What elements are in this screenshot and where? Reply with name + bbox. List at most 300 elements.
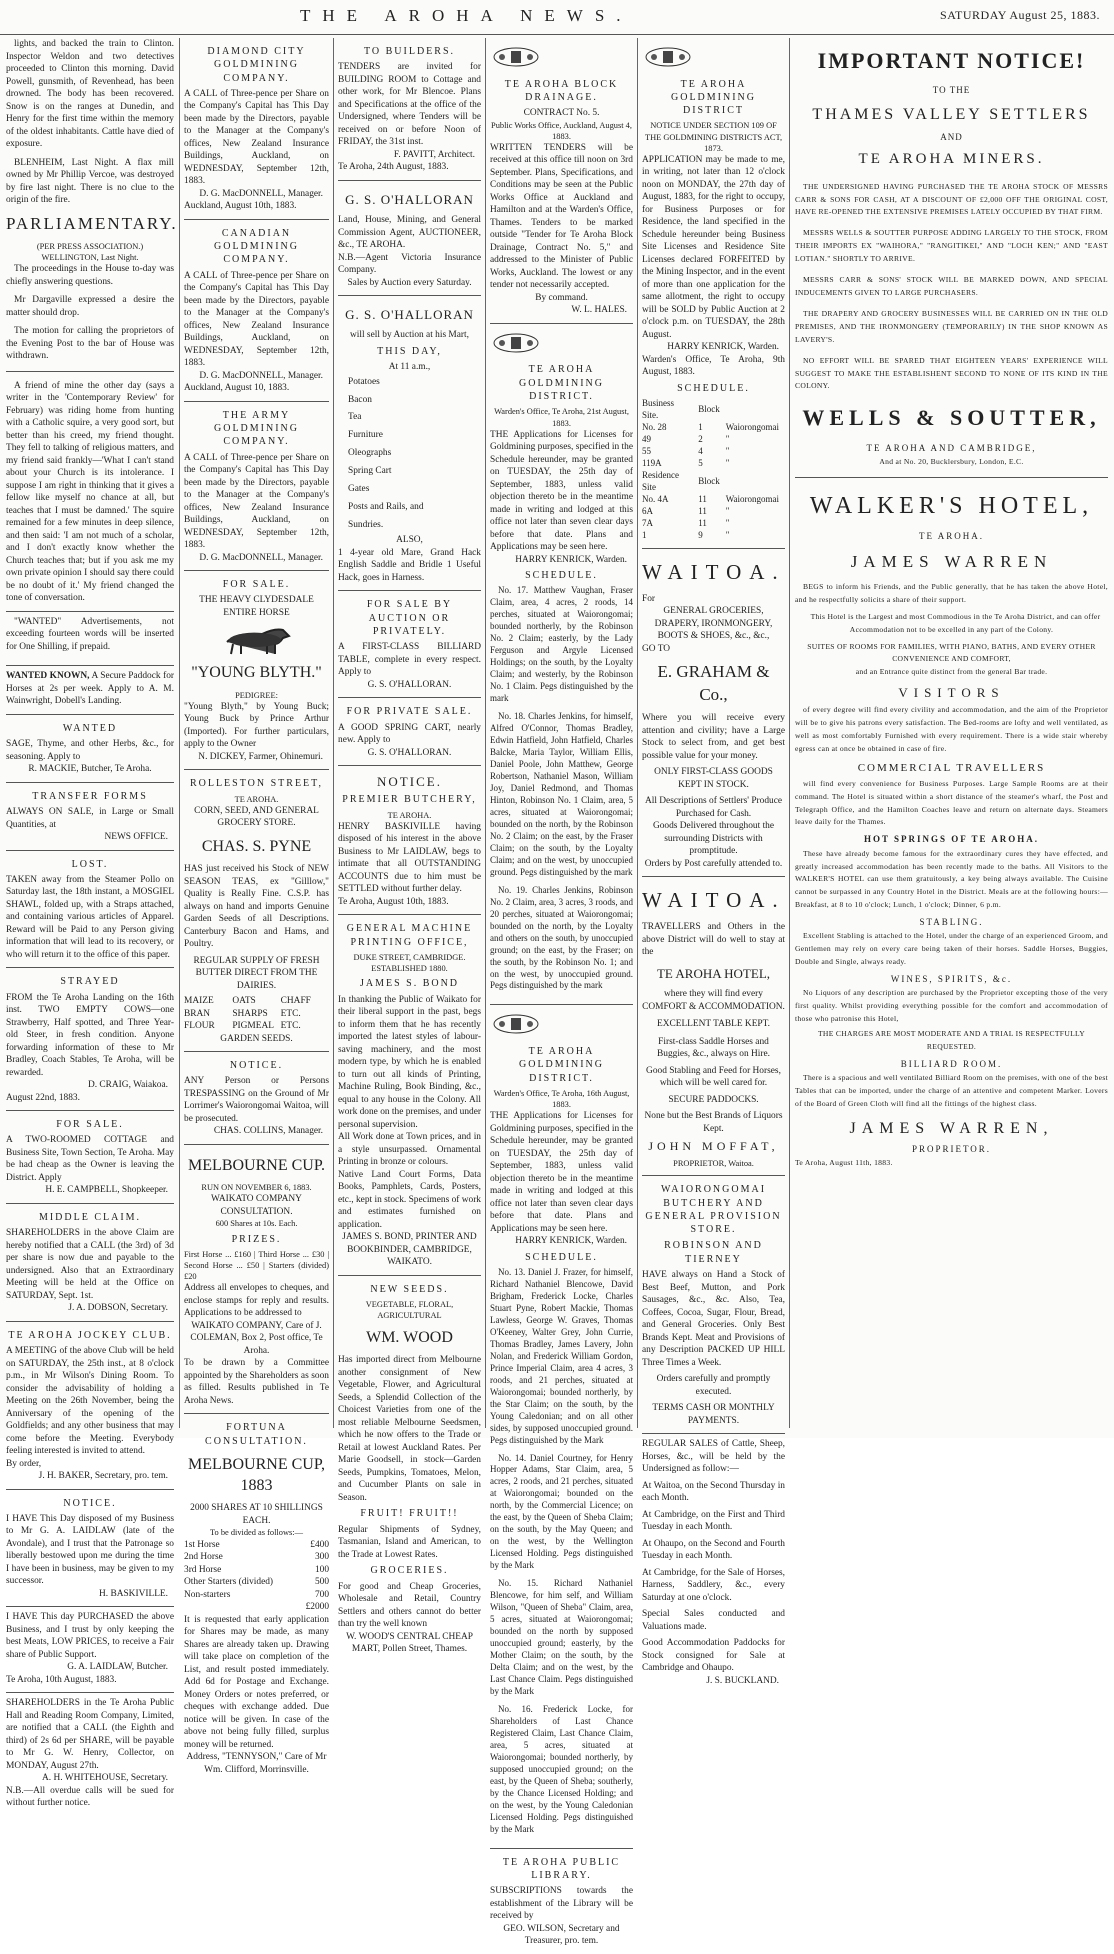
ad-ohalloran xyxy=(338,181,481,296)
ad-army xyxy=(184,402,329,571)
table-cell: 11 xyxy=(698,517,707,528)
grain-item: BRAN xyxy=(184,1008,211,1019)
table-cell: Residence Site xyxy=(642,470,679,492)
royal-crest-icon xyxy=(490,331,542,353)
ad-heading: THE ARMY GOLDMINING COMPANY. xyxy=(214,409,299,448)
hotel-suites: SUITES OF ROOMS FOR FAMILIES, WITH PIANO, BATHS, AND EVERY OTHER CONVENIENCE AND COMFORT, xyxy=(807,641,1096,664)
ad-text: A FIRST-CLASS BILLIARD TABLE, complete in every respect. Apply to xyxy=(338,642,481,678)
column-1 xyxy=(6,38,178,1809)
ad-public-library xyxy=(490,1849,633,1954)
te-aroha-miners-heading: TE AROHA MINERS. xyxy=(858,151,1045,168)
seller-name: WM. WOOD xyxy=(366,1329,453,1347)
ad-heading: TE AROHA GOLDMINING DISTRICT. xyxy=(519,1045,604,1084)
ad-signature: GEO. WILSON, Secretary and Treasurer, pro. tem. xyxy=(503,1923,620,1947)
ad-heading: TE AROHA GOLDMINING DISTRICT xyxy=(671,78,756,117)
news-paragraph: BLENHEIM, Last Night. A flax mill owned by Mr Phillip Vercoe, was destroyed by fire last night. There is no clue to the origin of the fire. xyxy=(6,157,174,205)
prize-label: Non-starters xyxy=(184,1589,231,1600)
auction-also: ALSO, xyxy=(396,535,423,546)
news-paragraph: A friend of mine the other day (says a writer in the 'Contemporary Review' for February) was riding home from hunting with a Catholic squire, a very good sort, but better than his creed, my friend thought. They fell to talking of religious matters, and my friend said frankly—'What I can't stand about your Church is its intolerance. I suppose I am right in thinking that it gives a fellow like myself no chance at all, but teaches that I must be damned.' The squire remained for a few minutes in deep silence, and then said: 'I am not much of a scholar, and I don't exactly know whether the Church teaches that; but if you ask me my own private opinion I should say there could be no doubt of it.' My friend changed the tone of conversation. xyxy=(6,380,174,604)
walkers-hotel-name: WALKER'S HOTEL, xyxy=(809,492,1094,519)
ad-text: WRITTEN TENDERS will be received at this office till noon on 3rd September. Plans, Specifications, and Conditions may be seen at the Public Works Office at Auckland and Hamilton and at the Warden's Office, Thames. Tenders to be marked outside "Tender for Te Aroha Block Drainage, Contract No. 5," and addressed to the Minister of Public Works, Auckland. The lowest or any tender not necessarily accepted. xyxy=(490,142,633,291)
table-cell: Waiorongomai xyxy=(725,422,779,433)
ad-text: TENDERS are invited for BUILDING ROOM to Cottage and other work, for Mr Blencoe. Plans and Specifications at the office of the Undersigned, where Tenders will be received on or before Noon of FRIDAY, the 31st inst. xyxy=(338,62,481,148)
ad-signature: WAIKATO COMPANY, Care of J. COLEMAN, Box 2, Post office, Te Aroha. xyxy=(190,1320,323,1356)
ad-goldmining-2 xyxy=(490,1005,633,1848)
ad-text: All Work done at Town prices, and in a style unsurpassed. Ornamental Printing in bronze or colours. xyxy=(338,1132,481,1168)
ad-heading: NOTICE. xyxy=(229,1060,284,1072)
table-row xyxy=(642,530,785,542)
ad-subheading: PREMIER BUTCHERY, xyxy=(342,794,477,806)
royal-crest-icon xyxy=(490,45,542,67)
hotel-paragraph: There is a spacious and well ventilated Billiard Room on the premises, with one of the best Tables that can be imported, under the charge of an attentive and competent Marker. Lovers of the Board of Green Cloth will find all the fittings of the highest class. xyxy=(795,1073,1108,1109)
prize-label: 3rd Horse xyxy=(184,1564,222,1575)
grain-item: SHARPS xyxy=(232,1008,268,1019)
ad-heading: TE AROHA BLOCK DRAINAGE. xyxy=(504,78,619,103)
table-cell: 1 xyxy=(642,529,647,540)
table-cell: 5 xyxy=(698,458,703,469)
ad-text: A TWO-ROOMED COTTAGE and Business Site, Town Section, Te Aroha. May be had cheap as the Owner is leaving the District. Apply xyxy=(6,1135,174,1183)
news-paragraph: Mr Dargaville expressed a desire the matter should drop. xyxy=(6,295,174,318)
prize-amount: £2000 xyxy=(305,1602,329,1613)
notice-paragraph: NO EFFORT WILL BE SPARED THAT EIGHTEEN YEARS' EXPERIENCE WILL SUGGEST TO MAKE THE ESTABLISHENT SECOND TO NONE OF ITS KIND IN THE COLONY. xyxy=(795,355,1108,391)
ad-text: Native Land Court Forms, Data Books, Pamphlets, Cards, Posters, etc., kept in stock. Specimens of work and estimates furnished on application. xyxy=(338,1169,481,1230)
ad-signature: H. BASKIVILLE. xyxy=(98,1588,168,1599)
horse-name: "YOUNG BLYTH." xyxy=(191,664,322,682)
ad-heading: FOR SALE. xyxy=(222,579,291,591)
table-cell: 1 xyxy=(698,422,703,433)
wines-heading: WINES, SPIRITS, &c. xyxy=(890,974,1013,985)
ad-auction xyxy=(338,296,481,591)
ad-text: TRAVELLERS and Others in the above District will do well to stay at the xyxy=(642,922,785,958)
table-cell: 6A xyxy=(642,505,653,516)
ad-text: Where you will receive every attention and civility; have a Large Stock to select from, and get best possible value for your money. xyxy=(642,713,785,761)
ad-notice xyxy=(6,1490,174,1608)
news-paragraph: The motion for calling the proprietors of the Evening Post to the bar of House was withdrawn. xyxy=(6,326,174,362)
ad-place: TE AROHA. xyxy=(387,810,432,820)
grain-item: CHAFF xyxy=(280,996,311,1007)
ad-date: Te Aroha, August 10th, 1883. xyxy=(338,896,449,907)
column-rule xyxy=(485,38,486,1428)
ad-text: Orders carefully and promptly executed. xyxy=(656,1374,771,1397)
table-cell: 49 xyxy=(642,434,651,445)
parliamentary-subheading: (PER PRESS ASSOCIATION.) xyxy=(36,242,144,252)
merchant-name: E. GRAHAM & Co., xyxy=(657,662,770,704)
ad-heading: TE AROHA PUBLIC LIBRARY. xyxy=(502,1856,621,1881)
prize-row xyxy=(184,1551,329,1564)
schedule-entry: No. 16. Frederick Locke, for Shareholders of Last Chance Registered Claim, Last Chance Claim, area, 5 acres, situated at Waiorongomai; bounded northerly, by supposed unoccupied ground; on the east, by the Queen of Sheba; southerly, by the Chance Licensed Holding; and on the west, by the Young Caledonian Licensed Holding. Pegs distinguished by the Mark xyxy=(490,1703,633,1834)
column-5 xyxy=(642,38,786,1686)
ad-printing-office xyxy=(338,915,481,1275)
ad-sales: Sales by Auction every Saturday. xyxy=(347,277,472,288)
printer-name: JAMES S. BOND xyxy=(359,978,460,990)
prize-amount: 500 xyxy=(314,1577,329,1588)
ad-note: N.B.—Agent Victoria Insurance Company. xyxy=(338,252,481,276)
ad-spring-cart xyxy=(338,698,481,766)
site-schedule-table xyxy=(642,398,785,542)
agent-name: G. S. O'HALLORAN xyxy=(345,191,474,207)
hotel-charges: THE CHARGES ARE MOST MODERATE AND A TRIAL IS RESPECTFULLY REQUESTED. xyxy=(817,1029,1086,1052)
ad-heading: TRANSFER FORMS xyxy=(32,790,148,802)
prizes-heading: PRIZES. xyxy=(231,1233,282,1245)
ad-text: FROM the Te Aroha Landing on the 16th inst. TWO EMPTY COWS—one Strawberry, Half spotted, and Three Year-old Steer, in fresh condition. Anyone forwarding information of these to Mr Bradley, Coach Stables, Te Aroha, will be rewarded. xyxy=(6,992,174,1078)
grain-list xyxy=(184,995,329,1033)
column-rule xyxy=(637,38,638,1428)
ad-heading: FOR SALE. xyxy=(56,1119,124,1131)
ad-text: SUBSCRIPTIONS towards the establishment of the Library will be received by xyxy=(490,1886,633,1922)
sale-schedule: At Waitoa, on the Second Thursday in each Month. xyxy=(642,1480,785,1504)
ad-heading: FOR PRIVATE SALE. xyxy=(346,706,473,718)
royal-crest-icon xyxy=(490,1012,542,1034)
ad-date: August 22nd, 1883. xyxy=(6,1092,80,1103)
ad-signature: J. H. BAKER, Secretary, pro. tem. xyxy=(38,1471,168,1482)
parliamentary-dateline: WELLINGTON, Last Night. xyxy=(41,253,139,263)
ad-heading: NEW SEEDS. xyxy=(370,1283,449,1295)
table-cell: Business Site. xyxy=(642,398,675,421)
table-row xyxy=(642,470,785,494)
table-row xyxy=(642,494,785,506)
hotel-paragraph: will find every convenience for Business Purposes. Large Sample Rooms are at their command. The Hotel is situated within a short distance of the steamer's wharf, the Post and Telegraph Office, and the Hamilton Coaches leave and return on alternate days. Steamers leave daily for the Thames. xyxy=(795,778,1108,827)
sale-schedule: At Cambridge, for the Sale of Horses, Harness, Saddlery, &c., every Saturday at one o'clock. xyxy=(642,1567,785,1603)
prize-label: Other Starters (divided) xyxy=(184,1577,274,1588)
ad-canadian xyxy=(184,220,329,402)
prize-amount: 100 xyxy=(314,1564,329,1575)
ad-for: For xyxy=(642,593,656,604)
prize-row xyxy=(184,1576,329,1589)
column-rule xyxy=(179,38,180,1428)
proprietor-name: JAMES WARREN xyxy=(850,552,1053,572)
ad-text: THE Applications for Licenses for Goldmining purposes, specified in the Schedule hereunder, may be granted on TUESDAY, the 25th day of September, 1883, unless valid objection thereto be in the meantime made in writing and lodged at this office not later than seven clear days before that date. Plans and Applications may be seen here. xyxy=(490,1111,633,1234)
ad-heading: CANADIAN GOLDMINING COMPANY. xyxy=(214,227,299,266)
notice-date: Te Aroha, August 11th, 1883. xyxy=(795,1158,893,1168)
ad-text: Orders by Post carefully attended to. xyxy=(644,858,783,869)
pedigree-heading: PEDIGREE: xyxy=(235,690,278,700)
contract-number: CONTRACT No. 5. xyxy=(523,108,600,119)
table-cell: 119A xyxy=(642,458,662,469)
ad-divided: To be divided as follows:— xyxy=(210,1528,303,1538)
notice-paragraph: MESSRS CARR & SONS' STOCK WILL BE MARKED DOWN, AND SPECIAL INDUCEMENTS GIVEN TO LARGE PURCHASERS. xyxy=(795,275,1108,298)
table-cell: " xyxy=(725,458,730,469)
ad-block-drainage xyxy=(490,38,633,324)
ad-purchase xyxy=(6,1607,174,1693)
auction-item: Spring Cart xyxy=(348,465,392,476)
table-cell: No. 4A xyxy=(642,493,669,504)
ad-heading: LOST. xyxy=(71,858,109,870)
ad-signature: R. MACKIE, Butcher, Te Aroha. xyxy=(28,764,152,775)
ad-highlight: TERMS CASH OR MONTHLY PAYMENTS. xyxy=(652,1403,775,1426)
issue-date: SATURDAY August 25, 1883. xyxy=(940,8,1100,22)
notice-and: AND xyxy=(940,131,963,142)
ad-signature: HARRY KENRICK, Warden. xyxy=(515,1236,627,1247)
ad-text: CORN, SEED, AND GENERAL GROCERY STORE. xyxy=(194,805,319,829)
visitors-heading: VISITORS xyxy=(898,685,1005,701)
sale-schedule: At Ohaupo, on the Second and Fourth Tuesday in each Month. xyxy=(642,1538,785,1562)
auction-item: Tea xyxy=(348,412,362,423)
ad-text: TAKEN away from the Steamer Pollo on Saturday last, the 18th instant, a MOSGIEL SHAWL, folded up, with a Straps attached, and containing various articles of Apparel. Reward will be Paid to any Person giving information that will lead to its recovery, or who will return it to the office of this paper. xyxy=(6,874,174,960)
proprietor-title: PROPRIETOR, Waitoa. xyxy=(673,1159,754,1169)
notice-to: TO THE xyxy=(932,85,971,96)
auction-item: Furniture xyxy=(348,430,383,441)
ad-text: SAGE, Thyme, and other Herbs, &c., for seasoning. Apply to xyxy=(6,739,174,762)
table-row xyxy=(642,518,785,530)
ad-text: HAVE always on Hand a Stock of Best Beef, Mutton, and Pork Sausages, &c., &c. Also, Tea, Coffees, Cocoa, Sugar, Flour, Bread, and General Groceries. Only Best Brands Kept. Meat and Provisions of any Description PACKED UP HILL Three Times a Week. xyxy=(642,1270,785,1368)
ad-highlight: SECURE PADDOCKS. xyxy=(668,1094,759,1105)
ad-text: SHAREHOLDERS in the above Claim are hereby notified that a CALL (the 3rd) of 3d per share is now due and payable to the undersigned. Also that an Extraordinary Meeting will be held at the Office on SATURDAY, Sept. 1st. xyxy=(6,1228,174,1301)
ad-signature: W. WOOD'S CENTRAL CHEAP MART, Pollen Street, Thames. xyxy=(346,1631,473,1655)
ad-heading: FORTUNA CONSULTATION. xyxy=(205,1422,308,1447)
ad-date: Auckland, August 10th, 1883. xyxy=(184,201,297,212)
ad-regular-sales xyxy=(642,1434,785,1693)
table-cell: Waiorongomai xyxy=(725,493,779,504)
ad-to-builders xyxy=(338,38,481,181)
ad-heading: ROLLESTON STREET, xyxy=(189,778,324,790)
column-4 xyxy=(490,38,633,1947)
ad-for-sale xyxy=(6,1111,174,1204)
proprietor-name: JOHN MOFFAT, xyxy=(648,1139,779,1154)
ad-text: A CALL of Three-pence per Share on the Company's Capital has This Day been made by the Directors, payable to the Manager at the Company's offices, New Zealand Insurance Buildings, Auckland, on WEDNESDAY, September 12th, 1883. xyxy=(184,88,329,187)
ad-office: Warden's Office, Te Aroha, 21st August, 1883. xyxy=(494,407,629,428)
ad-fortuna xyxy=(184,1414,329,1782)
hot-springs-heading: HOT SPRINGS OF TE AROHA. xyxy=(863,834,1040,845)
walkers-hotel-place: TE AROHA. xyxy=(919,530,984,541)
ad-subheading: FRUIT! FRUIT!! xyxy=(360,1508,459,1520)
sale-schedule: Special Sales conducted and Valuations made. xyxy=(642,1609,785,1632)
prize-amount: 300 xyxy=(314,1552,329,1563)
auction-item: Posts and Rails, and xyxy=(348,501,424,512)
ad-text: REGULAR SALES of Cattle, Sheep, Horses, &c., will be held by the Undersigned as follow:— xyxy=(642,1439,785,1475)
divider xyxy=(795,477,1108,478)
table-cell: Block xyxy=(698,476,720,486)
ad-premier-butchery xyxy=(338,766,481,915)
table-cell: " xyxy=(725,517,730,528)
hotel-paragraph: These have already become famous for the extraordinary cures they have effected, and greatly increased accommodation has been recently made to the baths. All Visitors to the WALKER'S HOTEL can use them gratuitously, a key being always available. The Cuisine cannot be surpassed in any Country Hotel in the District. Meals are at the following hours:—Breakfast, at 8 to 10 o'clock; Lunch, 1 o'clock; Dinner, 6 p.m. xyxy=(795,848,1108,910)
wells-soutter-name: WELLS & SOUTTER, xyxy=(802,405,1101,431)
prize-table xyxy=(184,1539,329,1614)
ad-shares: 600 Shares at 10s. Each. xyxy=(215,1219,298,1229)
ad-text: Regular Shipments of Sydney, Tasmanian, Island and American, to the Trade at Lowest Rates. xyxy=(338,1524,481,1560)
auction-item: Sundries. xyxy=(348,519,384,530)
ad-text: HENRY BASKIVILLE having disposed of his interest in the above Business to Mr LAIDLAW, begs to intimate that all OUTSTANDING ACCOUNTS due to him must be SETTLED without further delay. xyxy=(338,821,481,895)
table-cell: " xyxy=(725,434,730,445)
ad-office: Public Works Office, Auckland, August 4, 1883. xyxy=(491,120,632,141)
ad-heading: DIAMOND CITY GOLDMINING COMPANY. xyxy=(207,46,306,84)
ad-text: HAS just received his Stock of NEW SEASON TEAS, ex "Gilllow," Quality is Really Fine. C.S.P. has always on hand and imports Genuine Garden Seeds of all Descriptions. Canterbury Bacon and Hams, and Poultry. xyxy=(184,864,329,950)
schedule-entry: No. 15. Richard Nathaniel Blencowe, for him self, and William Wilson, "Queen of Sheba" Claim, area, 5 acres, situated at Waiorongomai; bounded on the north by supposed unoccupied ground; easterly, by the Mother Claim; on the south, by the Delta Claim; and on the west, by the Last Chance Claim. Pegs distinguished by the Mark xyxy=(490,1578,633,1696)
hotel-name: TE AROHA HOTEL, xyxy=(656,965,771,981)
ad-signature: NEWS OFFICE. xyxy=(104,832,168,843)
table-cell xyxy=(726,470,785,494)
ad-public-hall xyxy=(6,1693,174,1816)
ad-note: N.B.—All overdue calls will be sued for without further notice. xyxy=(6,1785,174,1809)
ad-text: A MEETING of the above Club will be held on SATURDAY, the 25th inst., at 8 o'clock p.m., in Mr Wilson's Dining Room. To consider the advisability of holding a Meeting on the 26th November, being the Anniversary of the opening of the Goldfields; and any other business that may come before the Meeting. Everybody feeling interested is invited to attend. xyxy=(6,1346,174,1457)
ad-office: Warden's Office, Te Aroha, 16th August, 1883. xyxy=(493,1088,630,1109)
royal-crest-icon xyxy=(642,45,694,67)
ad-subheading: ROBINSON AND TIERNEY xyxy=(664,1240,763,1265)
schedule-heading: SCHEDULE. xyxy=(677,382,750,394)
ad-signature: D. G. MacDONNELL, Manager. xyxy=(199,188,323,199)
grain-item: FLOUR xyxy=(184,1021,215,1032)
notice-paragraph: THE UNDERSIGNED HAVING PURCHASED THE TE AROHA STOCK OF MESSRS CARR & SONS FOR CASH, AT A DISCOUNT OF £2,000 OFF THE ORIGINAL COST, HAVE RE-OPENED THE EXTENSIVE PREMISES LATELY OCCUPIED BY THAT FIRM. xyxy=(795,181,1108,217)
ad-signature: W. L. HALES. xyxy=(571,305,627,316)
grain-item: ETC. xyxy=(280,1021,301,1032)
ad-date: Te Aroha, 24th August, 1883. xyxy=(338,162,449,173)
hotel-entrance: and an Entrance quite distinct from the general Bar trade. xyxy=(855,667,1048,677)
hotel-paragraph: No Liquors of any description are purchased by the Proprietor excepting those of the very first quality. Whilst providing everything possible for the comfort and accommodation of those who patronise this Hotel, xyxy=(795,988,1108,1024)
prize-label: 2nd Horse xyxy=(184,1552,223,1563)
table-cell: " xyxy=(725,529,730,540)
ad-heading: GENERAL MACHINE PRINTING OFFICE, xyxy=(346,923,473,948)
prize-row xyxy=(184,1589,329,1602)
ad-heading: FOR SALE BY AUCTION OR PRIVATELY. xyxy=(366,599,453,637)
hotel-paragraph: This Hotel is the Largest and most Commodious in the Te Aroha District, and can offer Accommodation not to be excelled in any part of the Colony. xyxy=(810,611,1101,634)
ad-text: A GOOD SPRING CART, nearly new. Apply to xyxy=(338,722,481,746)
ad-signature: G. S. O'HALLORAN. xyxy=(367,679,452,690)
ad-goldmining-notice xyxy=(642,38,785,549)
ad-date: Auckland, August 10, 1883. xyxy=(184,383,290,394)
table-cell: 55 xyxy=(642,446,651,457)
ad-melbourne-cup xyxy=(184,1145,329,1414)
newspaper-title: THE AROHA NEWS. xyxy=(300,6,633,25)
ad-transfer-forms xyxy=(6,783,174,851)
prize-amount: 700 xyxy=(314,1589,329,1600)
table-cell: 7A xyxy=(642,517,653,528)
ad-signature: Address, "TENNYSON," Care of Mr Wm. Clifford, Morrinsville. xyxy=(186,1752,327,1775)
auction-item: Oleographs xyxy=(348,448,392,459)
prize-total-row xyxy=(184,1601,329,1614)
sale-schedule: Good Accommodation Paddocks for Stock consigned for Sale at Cambridge and Ohaupo. xyxy=(642,1638,785,1674)
hotel-paragraph: Excellent Stabling is attached to the Hotel, under the charge of an experienced Groom, and Gentlemen may rely on every care being taken of their horses. Saddle Horses, Buggies, Double and Single, always ready. xyxy=(795,931,1108,967)
ad-byline: By command. xyxy=(535,292,588,303)
garden-seeds: GARDEN SEEDS. xyxy=(220,1033,293,1044)
divider xyxy=(6,371,174,372)
auction-item: Bacon xyxy=(348,394,372,405)
ad-subheading: VEGETABLE, FLORAL, AGRICULTURAL xyxy=(365,1299,454,1321)
schedule-entry: No. 13. Daniel J. Frazer, for himself, Richard Nathaniel Blencowe, David Brigham, Frederick Locke, Charles Stuart Pyne, Robert Mackie, Thomas Lawless, George W. Graves, Thomas O'Keeney, Walter Grey, John Currie, Thomas Bradley, James Lavery, John Nolan, and Frederick William Gordon, Prince Imperial Claim, area 4 acres, 3 roods, and 21 perches, situated at Waiorongomai; bounded northerly, by the Star Claim; on the south, by the Young Caledonian; and on all other sides, by supposed unoccupied ground. Pegs distinguished by the Mark xyxy=(490,1266,633,1445)
ad-subheading: MELBOURNE CUP, 1883 xyxy=(188,1455,325,1495)
column-rule xyxy=(333,38,334,1428)
ad-subheading: GROCERIES. xyxy=(370,1565,449,1577)
auction-time: At 11 a.m., xyxy=(388,362,431,373)
news-paragraph: lights, and backed the train to Clinton. Inspector Weldon and two detectives proceeded to Clinton this morning. David Powell, gunsmith, of Revenhead, has been drowned. The body has been recovered. Snow is on the ranges at Dunedin, and Henry for the first time within the memory of the oldest inhabitants. Cattle have died of exposure. xyxy=(6,39,174,149)
ad-new-seeds xyxy=(338,1276,481,1662)
stabling-heading: STABLING. xyxy=(919,917,984,928)
ad-text: Good Stabling and Feed for Horses, which will be well cared for. xyxy=(646,1065,781,1089)
schedule-entry: No. 18. Charles Jenkins, for himself, Alfred O'Connor, Thomas Bradley, Edwin Hatfield, John Hatfield, Charles Balcke, Maria Taylor, William Ellis, Daniel Poole, John Matthew, George Robertson, Nathaniel Mason, William Joy, Daniel Redmond, and Thomas Hinton, Robinson No. 1 Claim, area, 5 acres, situated at Waiorongomai; bounded on the north, by the Robinson No. 2 Claim; on the east, by the Fraser Claim; on the south, by the Loyalty Claim; and on the west, by unoccupied ground. Pegs distinguished by the mark xyxy=(490,711,633,877)
ad-signature: D. G. MacDONNELL, Manager. xyxy=(199,552,323,563)
ad-text: "Young Blyth," by Young Buck; Young Buck by Prince Arthur (Imported). For further particulars, apply to the Owner xyxy=(184,701,329,750)
notice-paragraph: MESSRS WELLS & SOUTTER PURPOSE ADDING LARGELY TO THE STOCK, FROM THEIR IMPORTS EX "WAIHORA," "RANGITIKEI," AND "LOCH KEN;" AND "EAST LOTIAN." SHORTLY TO ARRIVE. xyxy=(795,228,1108,264)
ad-text: where they will find every xyxy=(664,989,763,1000)
ad-lost xyxy=(6,851,174,969)
ad-text: A CALL of Three-pence per Share on the Company's Capital has This Day been made by the Directors, payable to the Manager at the Company's offices, New Zealand Insurance Buildings, Auckland, on WEDNESDAY, September 12th, 1883. xyxy=(184,270,329,369)
ad-signature: D. G. MacDONNELL, Manager. xyxy=(199,370,323,381)
ad-diamond-city xyxy=(184,38,329,220)
ad-heading: WANTED xyxy=(62,722,118,734)
ad-text: For good and Cheap Groceries, Wholesale and Retail, Country Settlers and others cannot do better than try the well known xyxy=(338,1581,481,1630)
ad-wanted xyxy=(6,715,174,783)
ad-text: A Secure Paddock for Horses at 2s per week. Apply to A. M. Wainwright, Dobell's Landing. xyxy=(6,671,175,707)
table-row xyxy=(642,506,785,518)
ad-text: First-class Saddle Horses and Buggies, &c., always on Hire. xyxy=(657,1036,770,1060)
ad-signature: G. S. O'HALLORAN. xyxy=(367,747,452,758)
ad-signature: JAMES S. BOND, PRINTER AND BOOKBINDER, CAMBRIDGE, WAIKATO. xyxy=(342,1232,477,1268)
ad-waiorongomai-butchery xyxy=(642,1176,785,1434)
table-cell: 11 xyxy=(698,505,707,516)
ad-goldmining-1 xyxy=(490,324,633,1006)
parliamentary-heading: PARLIAMENTARY. xyxy=(6,213,178,233)
news-paragraph: The proceedings in the House to-day was chiefly answering questions. xyxy=(6,264,174,287)
ad-text: APPLICATION may be made to me, in writing, not later than 12 o'clock noon on MONDAY, the 27th day of August, 1883, for the right to occupy, for Business Purposes or for Residence, the land specified in the Schedule hereunder being Business Site Licenses and Residence Site Licenses declared FORFEITED by the Mining Inspector, and in the event of more than one application for the same allotment, the right to occupy will be SOLD by Public Auction at 2 o'clock p.m. on TUESDAY, the 28th August. xyxy=(642,154,785,340)
table-row xyxy=(642,434,785,446)
ad-text: Goods Delivered throughout the surrounding Districts with promptitude. xyxy=(652,821,775,857)
horse-illustration xyxy=(217,622,297,656)
ad-text: ANY Person or Persons TRESPASSING on the Ground of Mr Lorrimer's Waiorongomai Waitoa, will be prosecuted. xyxy=(184,1076,329,1124)
schedule-entry: No. 19. Charles Jenkins, Robinson No. 2 Claim, area, 3 acres, 3 roods, and 20 perches, situated at Waiorongomai; bounded on the north, by the Loyalty and others on the south, by unoccupied ground; on the east, by the Fraser; on the south, by the Robinson No. 1; and on the west, by unoccupied ground. Pegs distinguished by the mark xyxy=(490,884,633,991)
ad-strayed xyxy=(6,968,174,1111)
table-row xyxy=(642,398,785,422)
ad-wanted-known xyxy=(6,666,174,715)
billiard-room-heading: BILLIARD ROOM. xyxy=(900,1058,1003,1069)
ad-signature: N. DICKEY, Farmer, Ohinemuri. xyxy=(198,751,323,762)
ad-text: will sell by Auction at his Mart, xyxy=(350,330,469,341)
ad-byline: By order, xyxy=(6,1458,42,1469)
ad-heading: TE AROHA GOLDMINING DISTRICT. xyxy=(519,364,604,403)
column-rule xyxy=(789,38,790,1428)
prizes-list: First Horse ... £160 | Third Horse ... £30 | Second Horse ... £50 | Starters (divided) £20 xyxy=(184,1249,329,1282)
ad-goto: GO TO xyxy=(642,643,671,654)
auctioneer-name: G. S. O'HALLORAN xyxy=(345,307,474,323)
ad-trespass-notice xyxy=(184,1052,329,1145)
ad-signature: HARRY KENRICK, Warden. xyxy=(667,342,779,353)
prize-label: 1st Horse xyxy=(184,1539,220,1550)
ad-heading: MIDDLE CLAIM. xyxy=(38,1211,142,1223)
ad-middle-claim xyxy=(6,1204,174,1322)
schedule-entry: No. 14. Daniel Courtney, for Henry Hopper Adams, Star Claim, area, 5 acres, 2 roods, and 21 perches, situated at Waiorongomai; bounded on the north, by the Commercial Licence; on the east, by the Queen of Sheba Claim; on the south, by the May Queen; and on the west, by the Wellington Licensed Holding. Pegs distinguished by the Mark xyxy=(490,1452,633,1571)
grain-item: MAIZE xyxy=(184,996,214,1007)
ad-subheading: NOTICE UNDER SECTION 109 OF THE GOLDMINING DISTRICTS ACT, 1873. xyxy=(644,121,783,153)
ad-heading: NOTICE. xyxy=(377,774,442,790)
important-notice-heading: IMPORTANT NOTICE! xyxy=(817,48,1086,73)
ad-subheading: WAIKATO COMPANY CONSULTATION. xyxy=(211,1194,302,1217)
ad-signature: D. CRAIG, Waiakoa. xyxy=(87,1080,168,1091)
schedule-heading: SCHEDULE. xyxy=(525,1251,598,1263)
ad-text: Has imported direct from Melbourne another consignment of New Vegetable, Flower, and Agricultural Seeds, a Splendid Collection of the Choicest Varieties from one of the most reliable Melbourne Seedsmen, which he now offers to the Trade or Retail at lowest Auckland Rates. Per Marie Goodsell, in stock—Garden Seeds, Pumpkins, Tomatoes, Melon, and Cucumber Plants on sale in Season. xyxy=(338,1355,481,1503)
auction-item: Gates xyxy=(348,483,370,494)
ad-heading: WANTED KNOWN, xyxy=(6,671,90,682)
ad-signature: J. A. DOBSON, Secretary. xyxy=(68,1303,168,1314)
wells-soutter-london: And at No. 20, Bucklersbury, London, E.C. xyxy=(879,457,1024,467)
grain-item: OATS xyxy=(232,996,256,1007)
hotel-paragraph: of every degree will find every civility and accommodation, and the aim of the Proprietor will be to give his patrons every satisfaction. The Bed-rooms are lofty and well ventilated, as well as most comfortably Furnished with every requirement. There is a wide stair whereby egress can at once be obtained in case of fire. xyxy=(795,705,1108,754)
ad-horse-for-sale xyxy=(184,571,329,770)
ad-subheading: THE HEAVY CLYDESDALE ENTIRE HORSE xyxy=(199,595,314,618)
table-cell: " xyxy=(725,505,730,516)
ad-shares: 2000 SHARES AT 10 SHILLINGS EACH. xyxy=(190,1503,323,1526)
ad-signature: A. H. WHITEHOUSE, Secretary. xyxy=(41,1773,168,1784)
ad-heading: WAIORONGOMAI BUTCHERY AND GENERAL PROVISION STORE. xyxy=(645,1184,782,1236)
table-cell: Block xyxy=(698,404,720,415)
table-row xyxy=(642,446,785,458)
ad-signature: CHAS. COLLINS, Manager. xyxy=(213,1126,323,1137)
ad-heading: MELBOURNE CUP. xyxy=(188,1156,325,1174)
ad-text: THE Applications for Licenses for Goldmining purposes, specified in the Schedule hereunder, may be granted on TUESDAY, the 25th day of September, 1883, unless valid objection thereto be in the meantime made in writing and lodged at this office not later than seven clear days before that date. Plans and Applications may be seen here. xyxy=(490,429,633,553)
ad-heading: STRAYED xyxy=(60,976,120,988)
proprietor-signature: JAMES WARREN, xyxy=(849,1120,1054,1137)
ad-te-aroha-hotel xyxy=(642,877,785,1176)
ad-office: Warden's Office, Te Aroha, 9th August, 1883. xyxy=(642,354,785,378)
ad-address: DUKE STREET, CAMBRIDGE. xyxy=(353,952,466,962)
commercial-travellers-heading: COMMERCIAL TRAVELLERS xyxy=(857,762,1046,774)
table-cell: No. 28 xyxy=(642,422,667,433)
